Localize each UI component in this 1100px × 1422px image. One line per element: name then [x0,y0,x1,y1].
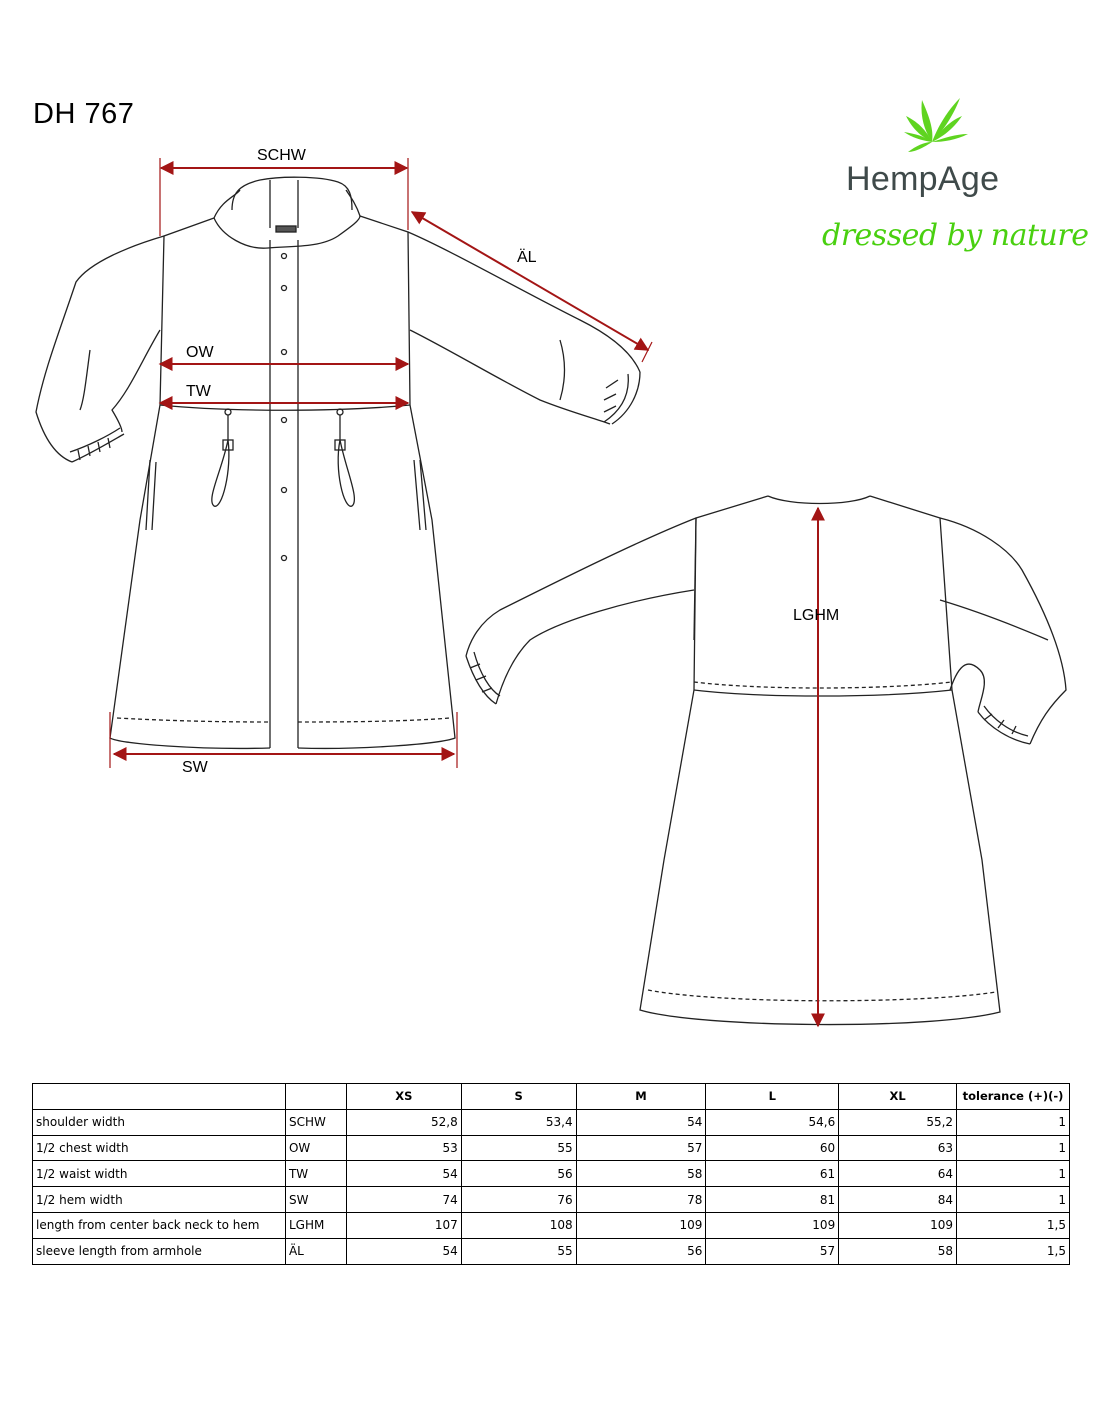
header-cell [285,1084,346,1110]
cell-value: 56 [461,1161,576,1187]
row-code: ÄL [285,1238,346,1264]
header-size-l: L [706,1084,839,1110]
cell-value: 61 [706,1161,839,1187]
brand-name: HempAge [846,160,1000,198]
cell-value: 74 [346,1187,461,1213]
cell-value: 78 [576,1187,706,1213]
row-code: TW [285,1161,346,1187]
cell-value: 58 [839,1238,957,1264]
cell-value: 57 [706,1238,839,1264]
row-name: length from center back neck to hem [33,1212,286,1238]
table-row [33,1109,1070,1135]
cell-value: 55,2 [839,1109,957,1135]
cell-tolerance: 1,5 [957,1238,1070,1264]
header-cell [33,1084,286,1110]
header-size-xl: XL [839,1084,957,1110]
cell-value: 54 [346,1238,461,1264]
cell-tolerance: 1 [957,1161,1070,1187]
cell-value: 107 [346,1212,461,1238]
table-row [33,1135,1070,1161]
cell-value: 53 [346,1135,461,1161]
cell-value: 64 [839,1161,957,1187]
cell-tolerance: 1 [957,1135,1070,1161]
cell-value: 109 [706,1212,839,1238]
row-name: 1/2 waist width [33,1161,286,1187]
brand-tagline: dressed by nature [822,218,1089,253]
header-tolerance: tolerance (+)(-) [957,1084,1070,1110]
table-row [33,1212,1070,1238]
cell-value: 54 [346,1161,461,1187]
cell-value: 54,6 [706,1109,839,1135]
label-schw: SCHW [257,147,306,164]
table-header-row [33,1084,1070,1110]
cell-value: 58 [576,1161,706,1187]
cell-value: 57 [576,1135,706,1161]
cell-value: 109 [839,1212,957,1238]
cell-value: 84 [839,1187,957,1213]
header-size-s: S [461,1084,576,1110]
size-table [32,1083,1070,1265]
label-sw: SW [182,759,208,776]
cell-value: 108 [461,1212,576,1238]
measurement-lines [110,158,818,1026]
row-name: sleeve length from armhole [33,1238,286,1264]
cell-value: 56 [576,1238,706,1264]
label-ow: OW [186,344,214,361]
header-size-xs: XS [346,1084,461,1110]
cell-value: 76 [461,1187,576,1213]
row-code: SW [285,1187,346,1213]
cell-value: 63 [839,1135,957,1161]
label-al: ÄL [517,249,537,266]
row-name: 1/2 hem width [33,1187,286,1213]
row-name: 1/2 chest width [33,1135,286,1161]
label-lghm: LGHM [793,607,840,624]
cell-value: 52,8 [346,1109,461,1135]
front-view [36,177,640,748]
cell-tolerance: 1 [957,1109,1070,1135]
label-tw: TW [186,383,211,400]
table-row [33,1238,1070,1264]
model-title: DH 767 [33,98,135,130]
cell-value: 55 [461,1135,576,1161]
cell-value: 60 [706,1135,839,1161]
row-code: OW [285,1135,346,1161]
table-row [33,1187,1070,1213]
cell-value: 81 [706,1187,839,1213]
cell-value: 109 [576,1212,706,1238]
header-size-m: M [576,1084,706,1110]
table-row [33,1161,1070,1187]
row-code: LGHM [285,1212,346,1238]
cell-tolerance: 1,5 [957,1212,1070,1238]
cell-tolerance: 1 [957,1187,1070,1213]
row-name: shoulder width [33,1109,286,1135]
cell-value: 54 [576,1109,706,1135]
cell-value: 53,4 [461,1109,576,1135]
back-view [466,496,1066,1025]
row-code: SCHW [285,1109,346,1135]
cell-value: 55 [461,1238,576,1264]
